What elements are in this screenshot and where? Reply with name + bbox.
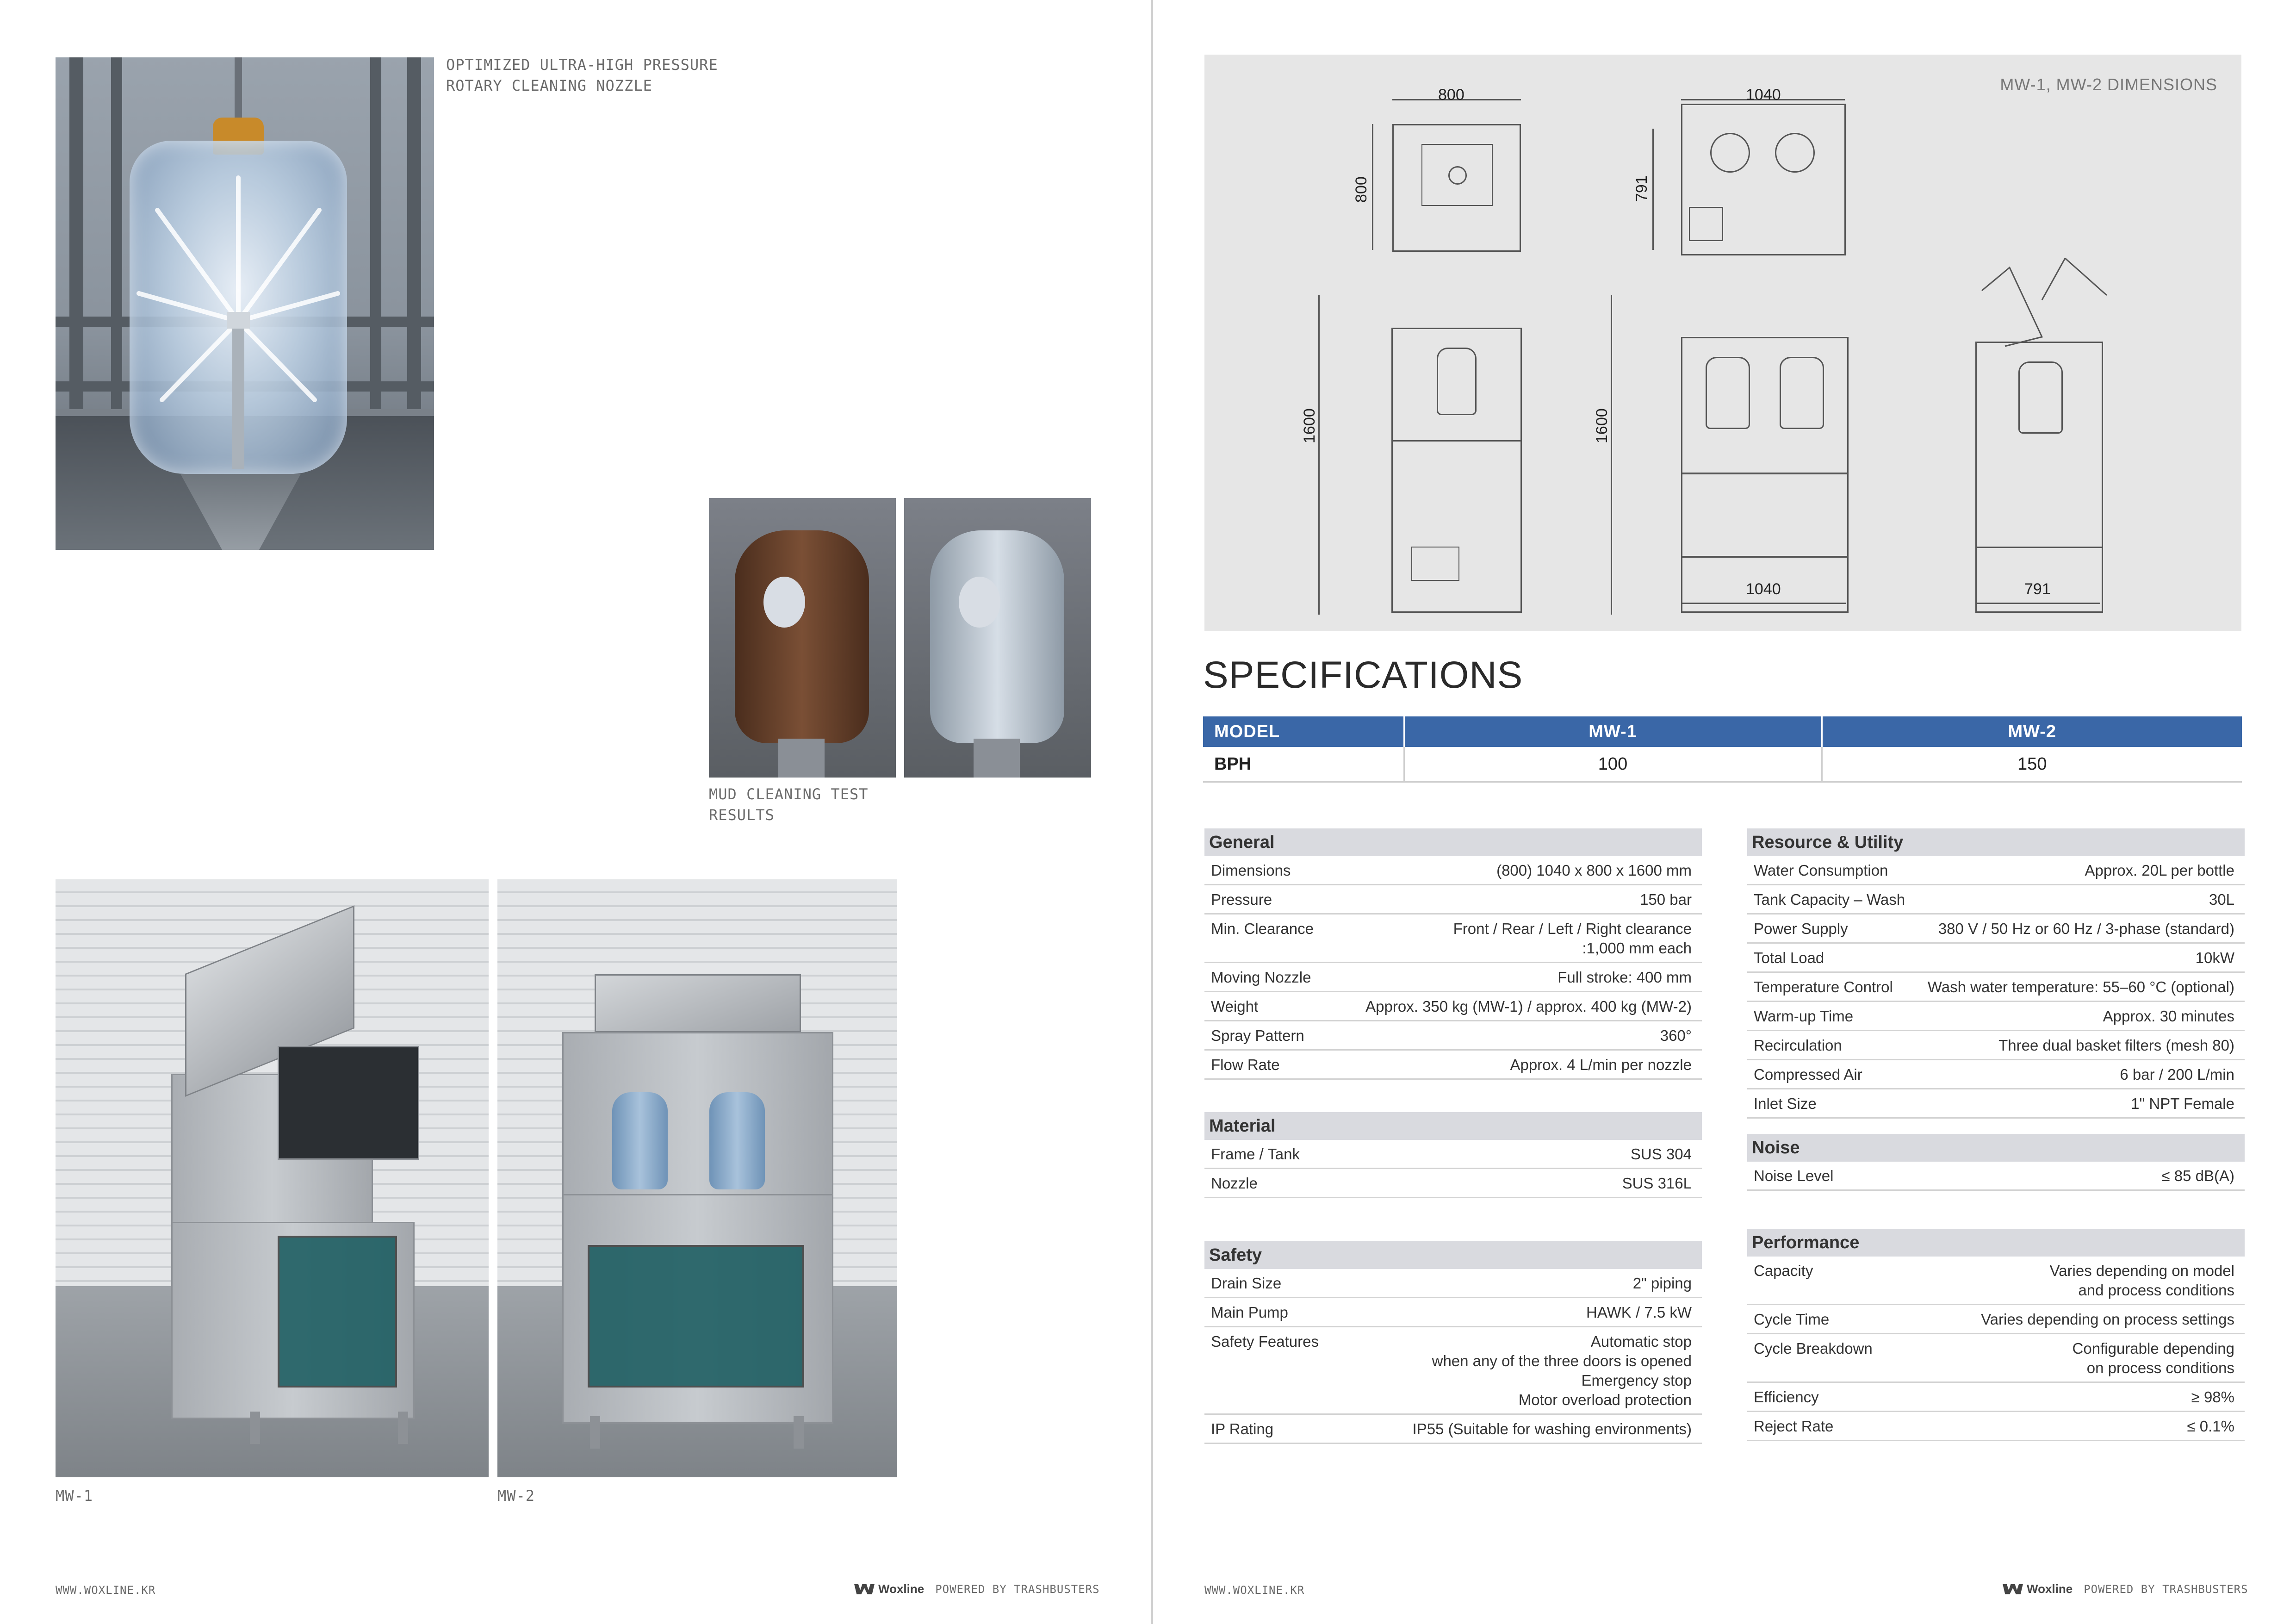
spec-row: [1747, 885, 2245, 915]
top-lid: [595, 974, 801, 1033]
footer-url[interactable]: WWW.WOXLINE.KR: [1204, 1584, 1305, 1597]
mw2-machine-photo: [497, 879, 897, 1477]
spec-row: [1747, 1257, 2245, 1305]
footer-url[interactable]: WWW.WOXLINE.KR: [56, 1584, 156, 1597]
spec-key: Min. Clearance: [1211, 920, 1314, 937]
spec-key: Reject Rate: [1754, 1418, 1834, 1435]
footer-powered-by: POWERED BY TRASHBUSTERS: [2084, 1582, 2248, 1596]
open-lid-outline: [1973, 258, 2111, 351]
rack-post: [111, 57, 122, 409]
pump-outline: [1411, 547, 1459, 581]
spec-value: Front / Rear / Left / Right clearance :1,000 mm each: [1453, 920, 1692, 957]
bottle-outline: [2018, 361, 2063, 434]
spec-value: 150 bar: [1640, 891, 1692, 908]
spec-key: Moving Nozzle: [1211, 969, 1311, 986]
spec-key: IP Rating: [1211, 1420, 1274, 1437]
spec-section-resource: [1747, 828, 2245, 1119]
spec-rows: [1747, 1162, 2245, 1191]
bph-label: BPH: [1203, 747, 1404, 782]
spec-value: ≤ 85 dB(A): [2161, 1167, 2234, 1184]
spec-row: [1747, 915, 2245, 944]
spec-value: Approx. 350 kg (MW-1) / approx. 400 kg (MW-2): [1365, 998, 1692, 1015]
spec-value: Configurable depending on process conditions: [2072, 1340, 2234, 1376]
spec-row: [1747, 973, 2245, 1002]
spec-value: IP55 (Suitable for washing environments): [1412, 1420, 1692, 1437]
clean-bottle: [930, 530, 1064, 743]
spec-key: Dimensions: [1211, 862, 1291, 879]
woxline-logo-icon: [2003, 1584, 2023, 1594]
spec-rows: [1747, 856, 2245, 1119]
woxline-logo-text: Woxline: [878, 1582, 925, 1596]
model-header: MODEL: [1203, 716, 1404, 747]
footer-branding: [2003, 1582, 2248, 1596]
mw2-top-width-label: 1040: [1746, 86, 1781, 104]
water-bottle: [612, 1092, 668, 1189]
mw1-side-view: [1391, 328, 1522, 613]
spec-row: [1747, 1162, 2245, 1191]
mw2-front-width-label: 1040: [1746, 580, 1781, 598]
woxline-logo: [854, 1582, 924, 1596]
muddy-bottle: [735, 530, 869, 743]
drawing-line: [1393, 440, 1520, 442]
spec-row: [1747, 856, 2245, 885]
woxline-logo-text: Woxline: [2027, 1582, 2073, 1596]
mw1-header: MW-1: [1404, 716, 1822, 747]
rack-post: [370, 57, 381, 409]
spec-row: [1747, 1089, 2245, 1119]
spec-value: Varies depending on process settings: [1981, 1311, 2234, 1328]
spec-key: Frame / Tank: [1211, 1145, 1300, 1163]
specifications-heading: SPECIFICATIONS: [1203, 654, 1523, 696]
spec-row: [1747, 1031, 2245, 1060]
dimension-line: [1975, 603, 2100, 604]
mud-test-caption: MUD CLEANING TEST RESULTS: [709, 785, 869, 824]
spec-key: Warm-up Time: [1754, 1008, 1854, 1025]
spec-value: Three dual basket filters (mesh 80): [1998, 1037, 2234, 1054]
spec-value: ≥ 98%: [2191, 1388, 2234, 1406]
spec-key: Cycle Breakdown: [1754, 1340, 1873, 1357]
dimension-line: [1681, 603, 1846, 604]
spec-key: Efficiency: [1754, 1388, 1819, 1406]
spec-key: Main Pump: [1211, 1304, 1288, 1321]
spec-section-safety: [1204, 1241, 1702, 1444]
mw1-top-width-label: 800: [1438, 86, 1464, 104]
spec-rows: [1204, 1269, 1702, 1444]
spec-row: [1204, 1140, 1702, 1169]
inspection-window: [278, 1236, 397, 1388]
spec-section-general: [1204, 828, 1702, 1080]
drawing-line: [1682, 473, 1847, 474]
mw2-front-view: [1681, 337, 1849, 613]
spec-value: Full stroke: 400 mm: [1558, 969, 1692, 986]
mw2-bph-value: 150: [1822, 747, 2242, 782]
spec-row: [1747, 1002, 2245, 1031]
spec-row: [1747, 1412, 2245, 1441]
bottle-neck: [778, 739, 825, 778]
dimension-line: [1372, 124, 1373, 250]
spec-row: [1204, 1021, 1702, 1051]
dimension-line: [1652, 129, 1654, 250]
spec-section-performance: [1747, 1229, 2245, 1441]
mw1-top-view: [1392, 124, 1521, 252]
spec-key: Inlet Size: [1754, 1095, 1817, 1112]
spec-row: [1747, 1383, 2245, 1412]
spec-row: [1204, 963, 1702, 992]
spec-key: Tank Capacity – Wash: [1754, 891, 1905, 908]
spec-value: 360°: [1660, 1027, 1692, 1044]
spray-jets: [130, 141, 347, 474]
footer-powered-by: POWERED BY TRASHBUSTERS: [935, 1582, 1100, 1596]
spec-row: [1204, 1169, 1702, 1198]
mw2-top-view: [1681, 104, 1846, 255]
spec-value: 1" NPT Female: [2131, 1095, 2234, 1112]
spec-value: 10kW: [2195, 949, 2234, 966]
bottle-outline: [1780, 357, 1824, 429]
model-table: [1203, 716, 2242, 783]
nozzle-mount-circle: [1775, 133, 1815, 173]
bottle-label: [763, 577, 805, 628]
dimension-line: [1611, 295, 1612, 615]
mw1-bph-value: 100: [1404, 747, 1822, 782]
spec-key: Spray Pattern: [1211, 1027, 1304, 1044]
spec-row: [1747, 1334, 2245, 1383]
bottle-label: [959, 577, 1000, 628]
spec-rows: [1747, 1257, 2245, 1441]
mw2-side-width-label: 791: [2024, 580, 2051, 598]
nozzle-caption: OPTIMIZED ULTRA-HIGH PRESSURE ROTARY CLEANING NOZZLE: [446, 56, 718, 95]
drawing-line: [1977, 547, 2102, 548]
machine-leg: [398, 1412, 408, 1444]
spec-row: [1204, 915, 1702, 963]
machine-leg: [590, 1416, 600, 1449]
spec-value: ≤ 0.1%: [2187, 1418, 2234, 1435]
spec-value: Wash water temperature: 55–60 °C (optional): [1927, 978, 2234, 996]
section-title: General: [1204, 828, 1702, 856]
mw2-header: MW-2: [1822, 716, 2242, 747]
spec-value: HAWK / 7.5 kW: [1586, 1304, 1692, 1321]
mud-test-before-photo: [709, 498, 896, 778]
spec-key: Total Load: [1754, 949, 1824, 966]
nozzle-feed-pipe: [235, 57, 242, 127]
spec-rows: [1204, 1140, 1702, 1198]
spec-key: Power Supply: [1754, 920, 1848, 937]
spec-row: [1204, 856, 1702, 885]
spec-row: [1204, 992, 1702, 1021]
spec-row: [1204, 1415, 1702, 1444]
spec-key: Temperature Control: [1754, 978, 1893, 996]
dimension-line: [1318, 295, 1320, 615]
spec-key: Noise Level: [1754, 1167, 1834, 1184]
loading-chamber: [278, 1046, 419, 1160]
section-title: Performance: [1747, 1229, 2245, 1257]
page-divider: [1151, 0, 1153, 1624]
spec-row: [1204, 885, 1702, 915]
spec-key: Water Consumption: [1754, 862, 1888, 879]
spec-row: [1204, 1327, 1702, 1415]
spec-key: Weight: [1211, 998, 1259, 1015]
spec-key: Compressed Air: [1754, 1066, 1862, 1083]
spec-value: SUS 316L: [1622, 1175, 1692, 1192]
mw2-top-depth-label: 791: [1633, 175, 1651, 202]
bottle-neck: [974, 739, 1020, 778]
spec-section-material: [1204, 1112, 1702, 1198]
spec-value: Approx. 4 L/min per nozzle: [1510, 1056, 1692, 1073]
nozzle-mount-circle: [1448, 166, 1467, 185]
nozzle-spray-photo: [56, 57, 434, 550]
spec-key: Pressure: [1211, 891, 1272, 908]
footer-branding: [854, 1582, 1100, 1596]
spec-key: Safety Features: [1211, 1333, 1319, 1350]
section-title: Safety: [1204, 1241, 1702, 1269]
spec-row: [1747, 1060, 2245, 1089]
spec-row: [1747, 944, 2245, 973]
spec-value: SUS 304: [1630, 1145, 1692, 1163]
model-table-header: [1203, 716, 2242, 747]
spec-row: [1204, 1298, 1702, 1327]
mud-test-after-photo: [904, 498, 1091, 778]
table-row: [1203, 747, 2242, 782]
top-view-detail: [1689, 207, 1723, 241]
machine-leg: [794, 1416, 804, 1449]
machine-upper-body: [562, 1032, 833, 1197]
water-bottle: [709, 1092, 765, 1189]
woxline-logo-icon: [854, 1584, 875, 1594]
spec-rows: [1204, 856, 1702, 1080]
dimensions-title: MW-1, MW-2 DIMENSIONS: [2000, 75, 2217, 94]
woxline-logo: [2003, 1582, 2073, 1596]
spec-value: 30L: [2209, 891, 2234, 908]
nozzle-mount-circle: [1710, 133, 1750, 173]
spec-value: Automatic stop when any of the three doors is opened Emergency stop Motor overload protection: [1432, 1333, 1692, 1408]
spec-key: Recirculation: [1754, 1037, 1842, 1054]
mw1-machine-photo: [56, 879, 489, 1477]
dimensions-panel: [1204, 55, 2241, 631]
spec-row: [1204, 1051, 1702, 1080]
mw2-caption: MW-2: [497, 1487, 535, 1505]
bottle-outline: [1706, 357, 1750, 429]
mw1-side-height-label: 1600: [1301, 408, 1318, 443]
inspection-window: [588, 1245, 804, 1388]
spec-value: 6 bar / 200 L/min: [2120, 1066, 2234, 1083]
spec-value: 2" piping: [1632, 1275, 1692, 1292]
spec-value: 380 V / 50 Hz or 60 Hz / 3-phase (standard): [1938, 920, 2234, 937]
machine-leg: [250, 1412, 260, 1444]
bottle-outline: [1437, 348, 1477, 415]
spec-key: Flow Rate: [1211, 1056, 1280, 1073]
spec-row: [1204, 1269, 1702, 1298]
mw2-front-height-label: 1600: [1593, 408, 1611, 443]
drawing-line: [1682, 556, 1847, 558]
mw1-top-depth-label: 800: [1353, 176, 1370, 203]
rack-post: [69, 57, 83, 409]
mw2-side-view: [1975, 342, 2103, 613]
section-title: Resource & Utility: [1747, 828, 2245, 856]
spec-value: Approx. 20L per bottle: [2085, 862, 2234, 879]
mw1-caption: MW-1: [56, 1487, 93, 1505]
rack-post: [407, 57, 421, 409]
section-title: Noise: [1747, 1134, 2245, 1162]
spec-section-noise: [1747, 1134, 2245, 1191]
spec-key: Drain Size: [1211, 1275, 1282, 1292]
spec-value: Varies depending on model and process conditions: [2049, 1262, 2234, 1299]
spec-value: (800) 1040 x 800 x 1600 mm: [1496, 862, 1692, 879]
spec-row: [1747, 1305, 2245, 1334]
spec-key: Capacity: [1754, 1262, 1813, 1279]
spec-key: Cycle Time: [1754, 1311, 1830, 1328]
spec-key: Nozzle: [1211, 1175, 1258, 1192]
spec-value: Approx. 30 minutes: [2103, 1008, 2234, 1025]
section-title: Material: [1204, 1112, 1702, 1140]
